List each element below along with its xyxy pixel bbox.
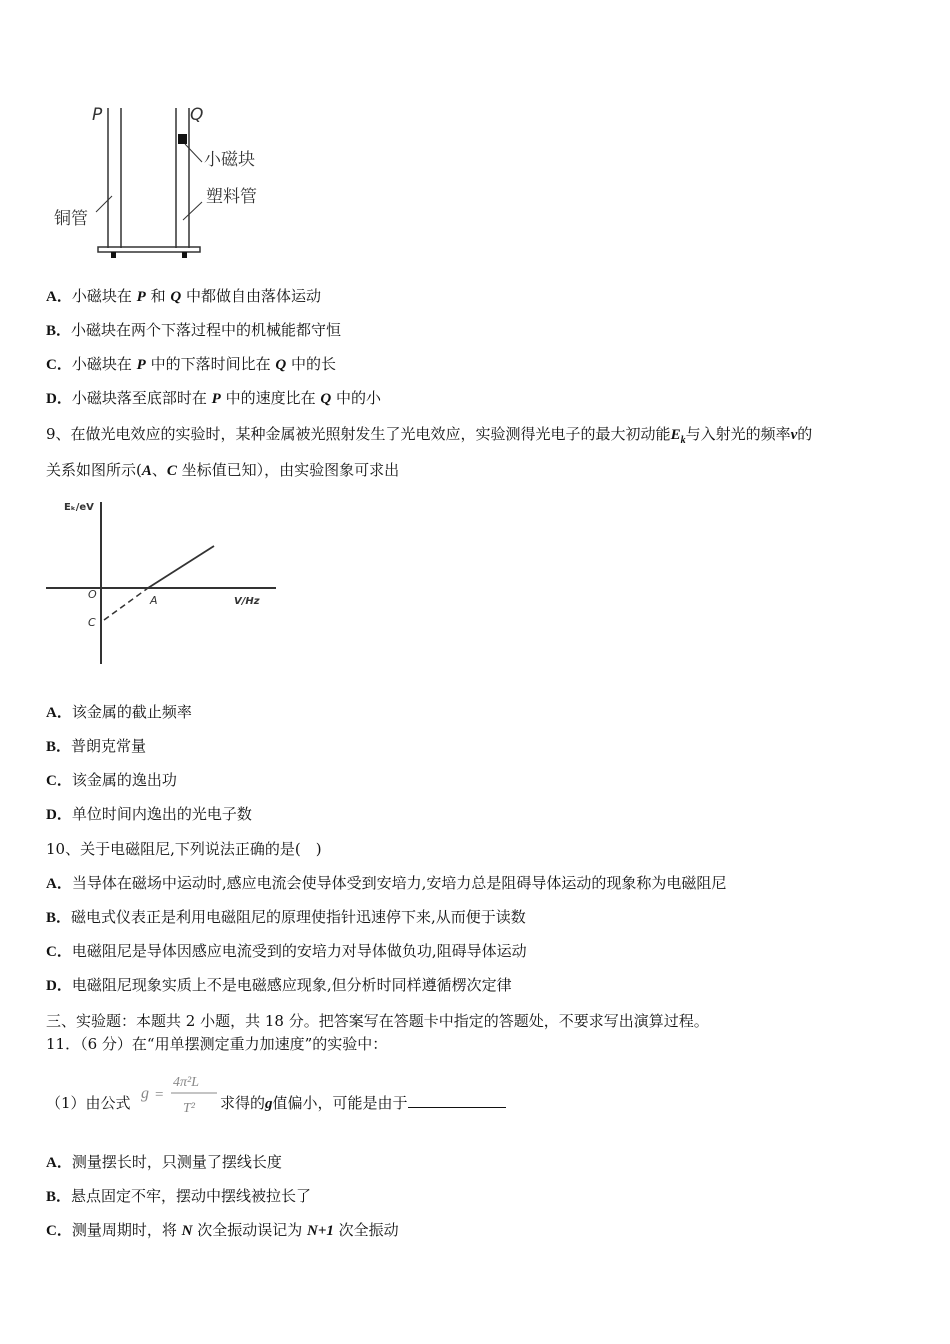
plastic-leader	[183, 202, 202, 220]
graph-line-solid	[148, 546, 214, 588]
formula-eq: =	[155, 1087, 164, 1103]
q9-stem-line1: 9、在做光电效应的实验时，某种金属被光照射发生了光电效应，实验测得光电子的最大初动能$E_k$与入射光的频率v的	[46, 425, 813, 446]
magnet-leader	[185, 144, 202, 162]
tube-figure	[50, 100, 280, 265]
graph-xlabel: V/Hz	[234, 596, 260, 607]
q10-stem: 10、关于电磁阻尼,下列说法正确的是( )	[46, 840, 322, 858]
formula-numerator: 4π²L	[173, 1075, 199, 1090]
graph-origin: O	[88, 588, 97, 601]
formula-g: g	[141, 1085, 149, 1102]
q9-option-c: C．该金属的逸出功	[46, 771, 177, 789]
label-magnet: 小磁块	[204, 150, 255, 170]
q11-option-a: A．测量摆长时，只测量了摆线长度	[46, 1153, 282, 1171]
base-foot-right	[182, 252, 187, 258]
q11-stem: 11．（6 分）在“用单摆测定重力加速度”的实验中：	[46, 1035, 388, 1053]
q8-option-a: A．小磁块在 P 和 Q 中都做自由落体运动	[46, 287, 321, 305]
q9-stem-line2: 关系如图所示(A、C 坐标值已知），由实验图象可求出	[46, 461, 400, 479]
label-q: Q	[190, 105, 204, 125]
answer-blank[interactable]	[408, 1093, 506, 1108]
q10-option-a: A．当导体在磁场中运动时,感应电流会使导体受到安培力,安培力总是阻碍导体运动的现象称为电磁阻尼	[46, 874, 727, 892]
label-plastic: 塑料管	[206, 187, 257, 207]
photoelectric-graph	[44, 494, 284, 670]
pendulum-formula	[139, 1068, 219, 1118]
section-heading: 三、实验题：本题共 2 小题，共 18 分。把答案写在答题卡中指定的答题处，不要求写出演算过程。	[46, 1012, 709, 1030]
graph-point-a: A	[150, 594, 158, 607]
q10-option-b: B．磁电式仪表正是利用电磁阻尼的原理使指针迅速停下来,从而便于读数	[46, 908, 526, 926]
base-plate	[98, 247, 200, 252]
label-copper: 铜管	[54, 209, 88, 229]
q11-option-c: C．测量周期时，将 N 次全振动误记为 N+1 次全振动	[46, 1221, 399, 1239]
label-p: P	[92, 105, 103, 125]
q10-option-c: C．电磁阻尼是导体因感应电流受到的安培力对导体做负功,阻碍导体运动	[46, 942, 527, 960]
q11-part1-suffix: 求得的g值偏小，可能是由于	[220, 1093, 506, 1114]
q9-option-d: D．单位时间内逸出的光电子数	[46, 805, 252, 823]
q9-option-a: A．该金属的截止频率	[46, 703, 192, 721]
small-magnet	[178, 134, 187, 144]
q9-option-b: B．普朗克常量	[46, 737, 147, 755]
q11-option-b: B．悬点固定不牢，摆动中摆线被拉长了	[46, 1187, 312, 1205]
q8-option-c: C．小磁块在 P 中的下落时间比在 Q 中的长	[46, 355, 336, 373]
graph-line-dashed	[104, 588, 148, 620]
q8-option-b: B．小磁块在两个下落过程中的机械能都守恒	[46, 321, 342, 339]
base-foot-left	[111, 252, 116, 258]
graph-ylabel: Eₖ/eV	[64, 502, 94, 513]
q8-option-d: D．小磁块落至底部时在 P 中的速度比在 Q 中的小	[46, 389, 381, 407]
q10-option-d: D．电磁阻尼现象实质上不是电磁感应现象,但分析时同样遵循楞次定律	[46, 976, 512, 994]
formula-denominator: T²	[183, 1101, 195, 1116]
graph-point-c: C	[88, 616, 96, 629]
q11-part1-prefix: （1）由公式	[46, 1094, 131, 1112]
copper-leader	[96, 196, 112, 212]
